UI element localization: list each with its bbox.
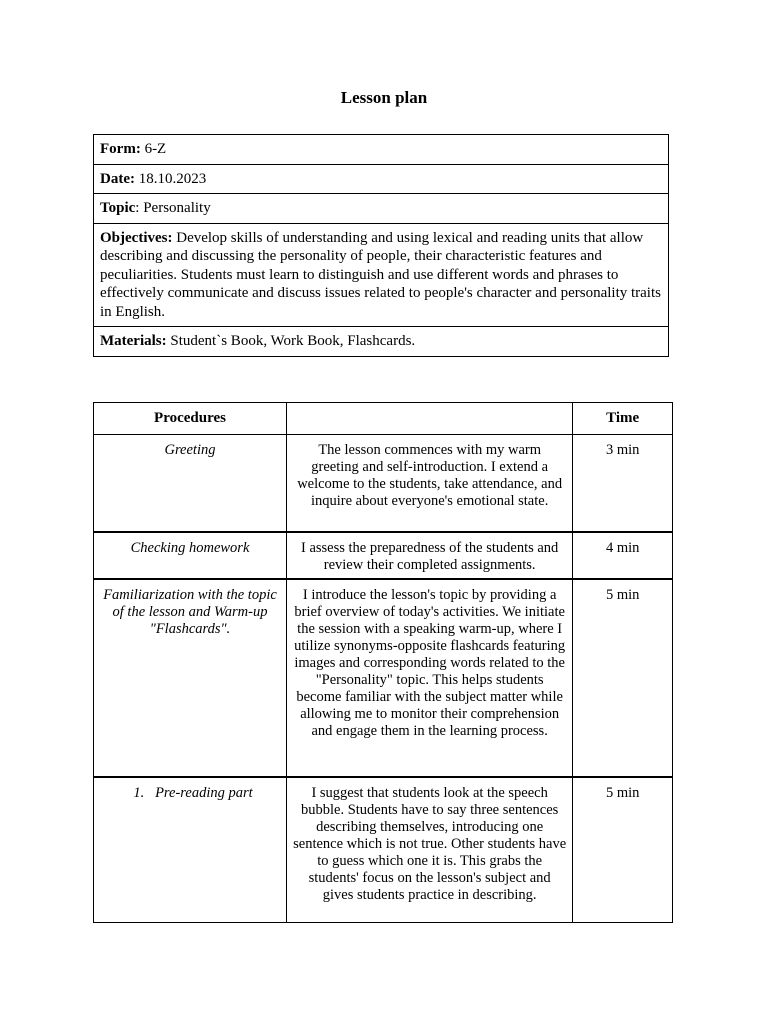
table-row — [94, 579, 673, 777]
description-cell: I assess the preparedness of the students and review their completed assignments. — [287, 532, 573, 579]
topic-value: : Personality — [135, 200, 211, 216]
stage-number: 1. — [133, 784, 145, 801]
description-cell: The lesson commences with my warm greeting and self-introduction. I extend a welcome to the students, take attendance, and inquire about everyone's emotional state. — [287, 435, 573, 532]
topic-row — [94, 194, 669, 224]
stage-cell: Greeting — [94, 435, 287, 532]
table-row — [94, 777, 673, 923]
time-cell: 5 min — [573, 777, 673, 923]
objectives-label: Objectives: — [100, 229, 173, 246]
description-header — [287, 403, 573, 435]
time-cell: 3 min — [573, 435, 673, 532]
numbered-stage — [127, 785, 252, 802]
stage-cell: Checking homework — [94, 532, 287, 579]
materials-row — [94, 327, 669, 357]
materials-value: Student`s Book, Work Book, Flashcards. — [166, 333, 416, 349]
stage-label: Pre-reading part — [155, 784, 253, 801]
time-cell: 5 min — [573, 579, 673, 777]
description-cell: I suggest that students look at the speech bubble. Students have to say three sentences describing themselves, introducing one sentence which is not true. Other students have to guess which one it is. This grabs the students' focus on the lesson's subject and gives students practice in describing. — [287, 777, 573, 923]
date-row — [94, 164, 669, 194]
date-value: 18.10.2023 — [134, 170, 207, 187]
table-row — [94, 435, 673, 532]
page-title: Lesson plan — [340, 88, 428, 107]
procedures-header-row — [94, 403, 673, 435]
description-cell: I introduce the lesson's topic by providing a brief overview of today's activities. We initiate the session with a speaking warm-up, where I utilize synonyms-opposite flashcards featuring images and corresponding words related to the "Personality" topic. This helps students become familiar with the subject matter while allowing me to monitor their comprehension and engage them in the learning process. — [287, 579, 573, 777]
materials-label: Materials: — [100, 333, 167, 349]
lesson-info-table — [93, 134, 669, 357]
stage-cell — [94, 777, 287, 923]
form-label: Form: — [100, 141, 141, 157]
time-cell: 4 min — [573, 532, 673, 579]
stage-cell: Familiarization with the topic of the lesson and Warm-up "Flashcards". — [94, 579, 287, 777]
objectives-row — [94, 223, 669, 327]
date-label: Date: — [100, 170, 135, 187]
form-row — [94, 135, 669, 165]
topic-label: Topic — [100, 200, 136, 216]
procedures-header: Procedures — [94, 403, 287, 435]
form-value: 6-Z — [140, 141, 167, 157]
procedures-table — [93, 402, 673, 923]
time-header: Time — [573, 403, 673, 435]
table-row — [94, 532, 673, 579]
objectives-value: Develop skills of understanding and using lexical and reading units that allow describing and discussing the personality of people, their characteristic features and peculiarities. Students must learn to distinguish and use different words and phrases to effectively communicate and discuss issues related to people's character and personality traits in English. — [100, 229, 661, 320]
